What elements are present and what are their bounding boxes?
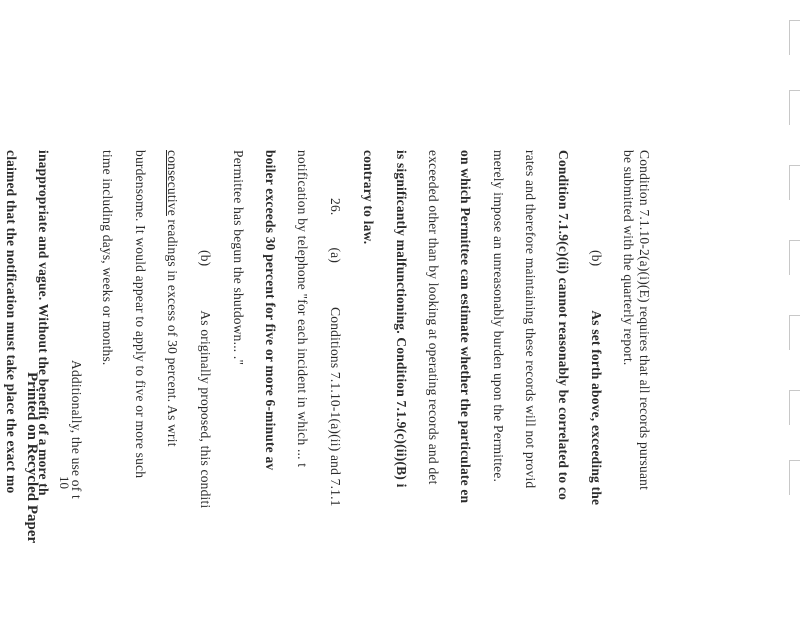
line-text: contrary to law. [361,150,376,245]
scan-edge-mark [789,20,800,55]
line-text: claimed that the notification must take place the exact mo [4,150,19,494]
line-text: boiler exceeds 30 percent for five or more 6-minute av [263,150,278,471]
item-label: (a) [328,247,343,264]
line-text: Conditions 7.1.10-1(a)(ii) and 7.1.1 [328,307,343,507]
scan-edge-mark [789,390,800,425]
line-text: on which Permittee can estimate whether the particulate en [458,150,473,504]
scan-edge-mark [789,315,800,350]
scan-edge-mark [789,90,800,125]
line-text: Condition 7.1.9(c)(ii) cannot reasonably be correlated to co [556,150,571,501]
line-text: Condition 7.1.10-2(a)(i)(E) requires that all records pursuant [637,150,652,491]
line-text: notification by telephone "for each incident in which ... t [295,150,310,468]
line-text: Additionally, the use of t [69,360,84,499]
line-text: exceeded other than by looking at operating records and det [426,150,441,485]
line-text: time including days, weeks or months. [100,150,115,366]
line-text: burdensome. It would appear to apply to five or more such [133,150,148,479]
underlined-word: consecutive [165,150,180,216]
line-text: readings in excess of 30 percent. As writ [165,215,180,447]
item-label: (b) [589,250,604,267]
item-label: (b) [198,250,213,267]
line-text: is significantly malfunctioning. Condition 7.1.9(c)(ii)(B) i [394,150,409,488]
line-text: be submitted with the quarterly report. [621,150,636,366]
line-text: As set forth above, exceeding the [589,310,604,506]
line-text: rates and therefore maintaining these records will not provid [523,150,538,489]
footer-text: Printed on Recycled Paper [24,372,40,544]
line-text: Permittee has begun the shutdown... ." [231,150,246,366]
scan-edge-mark [789,240,800,275]
scan-edge-mark [789,460,800,495]
line-text: merely impose an unreasonably burden upon the Permittee. [491,150,506,483]
line-text: As originally proposed, this conditi [198,310,213,509]
scan-edge-mark [789,165,800,200]
line-text: inappropriate and vague. Without the benefit of a more th [36,150,51,496]
paragraph-number: 26. [328,198,343,216]
page-number: 10 [57,476,72,489]
